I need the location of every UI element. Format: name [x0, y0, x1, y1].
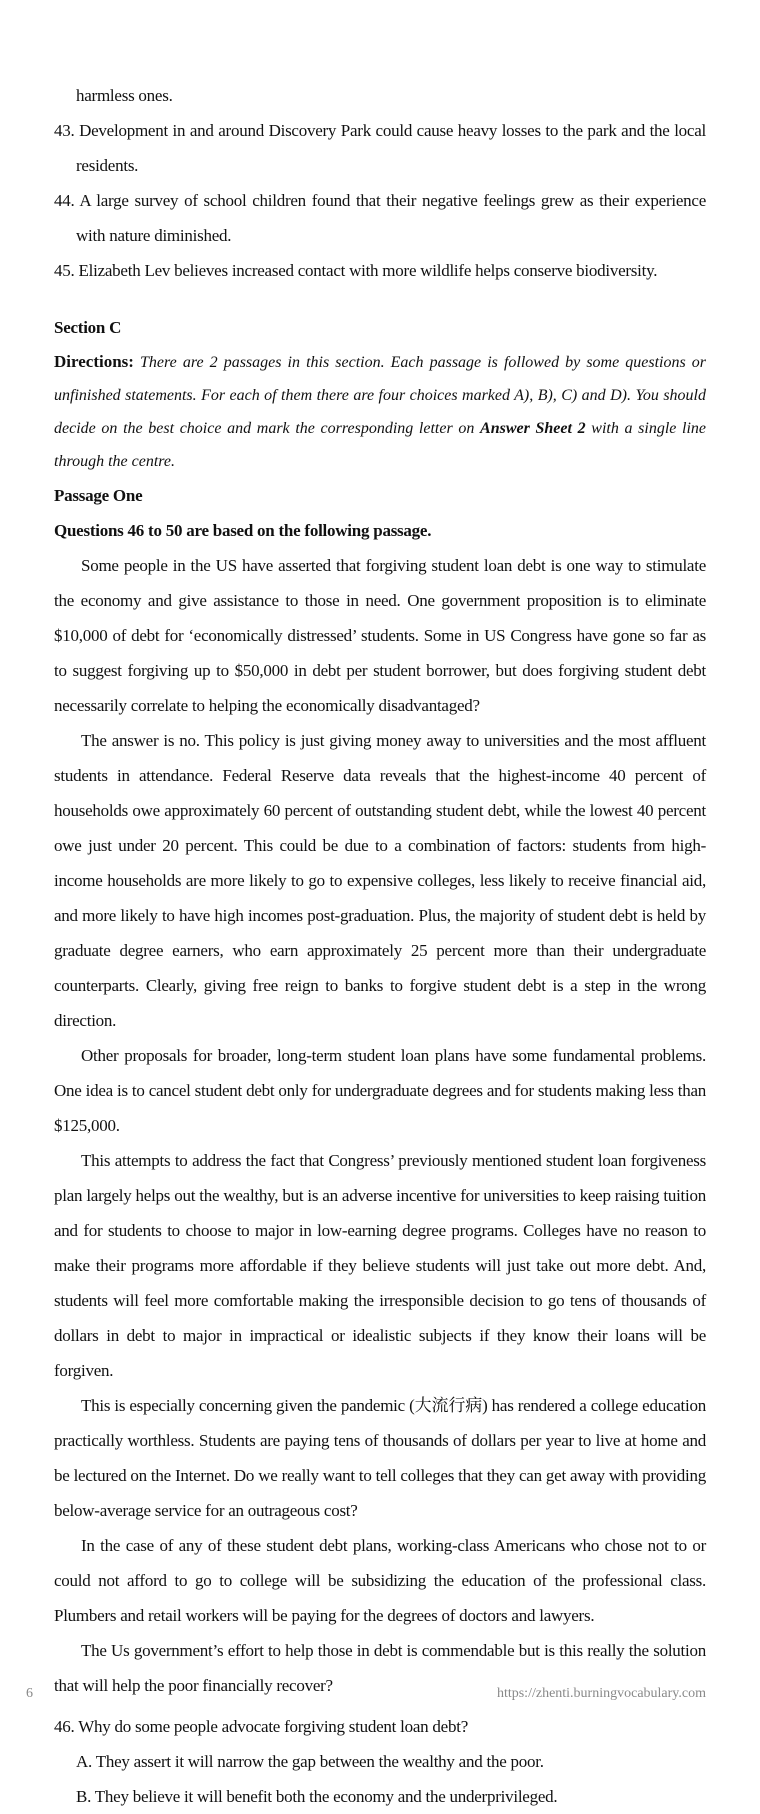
- passage-paragraph: This attempts to address the fact that Congress’ previously mentioned student loan forgiveness plan largely helps out the wealthy, but is an adverse incentive for universities to keep raising tuition and for students to choose to major in low-earning degree programs. Colleges have no reason to make their programs more affordable if they believe students will just take out more debt. And, students will feel more comfortable making the irresponsible decision to go tens of thousands of dollars in debt to major in impractical or idealistic subjects if they know their loans will be forgiven.: [54, 1151, 706, 1380]
- directions: [54, 345, 706, 478]
- page-number: 6: [26, 1686, 33, 1701]
- passage-paragraph: The Us government’s effort to help those in debt is commendable but is this really the solution that will help the poor financially recover?: [54, 1641, 706, 1695]
- question-46-option-a: A. They assert it will narrow the gap between the wealthy and the poor.: [76, 1752, 544, 1771]
- directions-text-1: There are 2 passages in this section. Each passage is followed by some questions or unfinished statements. For each of them there are four choices marked A), B), C) and D). You should decide on the best choice and mark the corresponding letter on: [54, 354, 707, 437]
- passage-paragraph: This is especially concerning given the pandemic (大流行病) has rendered a college education practically worthless. Students are paying tens of thousands of dollars per year to live at home and be lectured on the Internet. Do we really want to tell colleges that they can get away with providing below-average service for an outrageous cost?: [54, 1396, 706, 1520]
- directions-text-2: with a single line through the centre.: [54, 420, 707, 470]
- page-content: [54, 78, 706, 1814]
- passage-subtitle: Questions 46 to 50 are based on the following passage.: [54, 521, 432, 540]
- statement-44: 44. A large survey of school children found that their negative feelings grew as their experience with nature diminished.: [54, 191, 706, 245]
- question-42-continuation: harmless ones.: [76, 86, 173, 105]
- statement-45: 45. Elizabeth Lev believes increased contact with more wildlife helps conserve biodiversity.: [54, 261, 658, 280]
- passage-paragraph: The answer is no. This policy is just giving money away to universities and the most affluent students in attendance. Federal Reserve data reveals that the highest-income 40 percent of households owe approximately 60 percent of outstanding student debt, while the lowest 40 percent owe just under 20 percent. This could be due to a combination of factors: students from high-income households are more likely to go to expensive colleges, less likely to receive financial aid, and more likely to have high incomes post-graduation. Plus, the majority of student debt is held by graduate degree earners, who earn approximately 25 percent more than their undergraduate counterparts. Clearly, giving free reign to banks to forgive student debt is a step in the wrong direction.: [54, 731, 706, 1030]
- section-title: Section C: [54, 318, 122, 337]
- question-46-option-b: B. They believe it will benefit both the economy and the underprivileged.: [76, 1787, 558, 1806]
- statement-43: 43. Development in and around Discovery Park could cause heavy losses to the park and the local residents.: [54, 121, 706, 175]
- spacer: [54, 288, 706, 310]
- question-46-stem: 46. Why do some people advocate forgiving student loan debt?: [54, 1717, 468, 1736]
- passage-title: Passage One: [54, 486, 143, 505]
- directions-label: Directions:: [54, 352, 134, 371]
- passage-paragraph: Some people in the US have asserted that forgiving student loan debt is one way to stimulate the economy and give assistance to those in need. One government proposition is to eliminate $10,000 of debt for ‘economically distressed’ students. Some in US Congress have gone so far as to suggest forgiving up to $50,000 in debt per student borrower, but does forgiving student debt necessarily correlate to helping the economically disadvantaged?: [54, 556, 706, 715]
- passage-paragraph: Other proposals for broader, long-term student loan plans have some fundamental problems. One idea is to cancel student debt only for undergraduate degrees and for students making less than $125,000.: [54, 1046, 706, 1135]
- passage-paragraph: In the case of any of these student debt plans, working-class Americans who chose not to or could not afford to go to college will be subsidizing the education of the professional class. Plumbers and retail workers will be paying for the degrees of doctors and lawyers.: [54, 1536, 706, 1625]
- answer-sheet-label: Answer Sheet 2: [480, 420, 586, 437]
- footer-url[interactable]: https://zhenti.burningvocabulary.com: [496, 1686, 706, 1701]
